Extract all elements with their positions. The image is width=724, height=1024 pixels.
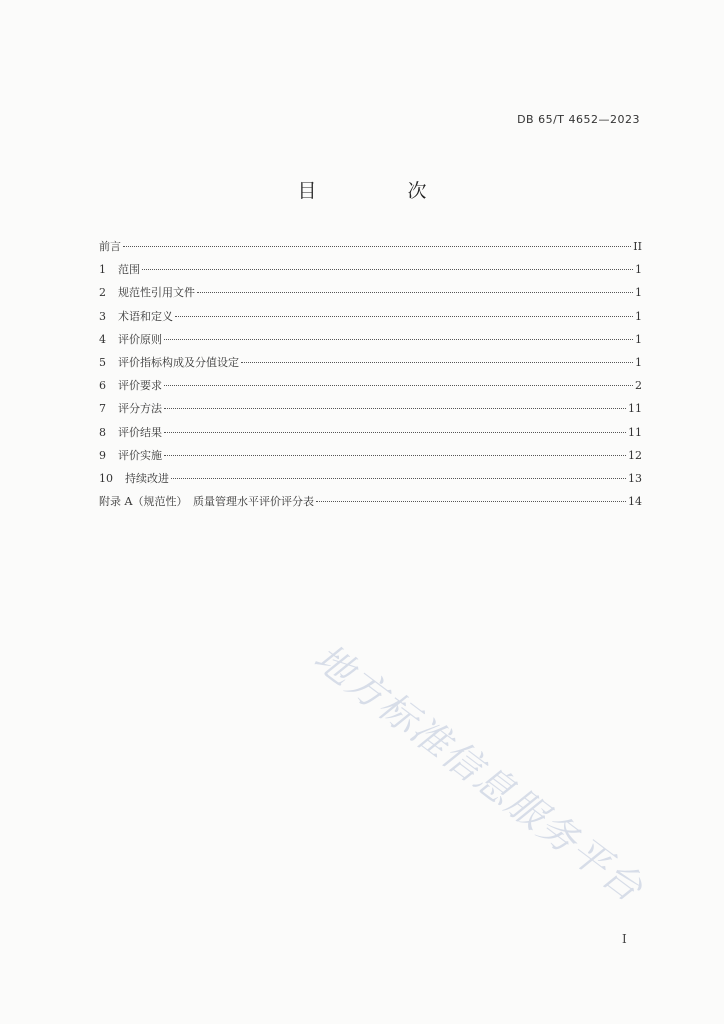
toc-leader bbox=[123, 246, 631, 247]
toc-number: 1 bbox=[99, 263, 106, 277]
toc-entry-3[interactable] bbox=[99, 308, 642, 331]
toc-label: 评价实施 bbox=[118, 448, 162, 462]
table-of-contents bbox=[99, 238, 642, 516]
toc-page: 1 bbox=[635, 355, 642, 369]
toc-page: 13 bbox=[628, 471, 642, 485]
toc-leader bbox=[164, 339, 633, 340]
toc-label: 术语和定义 bbox=[118, 309, 173, 323]
toc-entry-1[interactable] bbox=[99, 261, 642, 284]
toc-label: 前言 bbox=[99, 240, 121, 253]
toc-entry-10[interactable] bbox=[99, 470, 642, 493]
toc-number: 2 bbox=[99, 286, 106, 300]
toc-page: 1 bbox=[635, 263, 642, 277]
toc-entry-foreword[interactable] bbox=[99, 238, 642, 261]
toc-entry-5[interactable] bbox=[99, 354, 642, 377]
toc-label: 范围 bbox=[118, 263, 140, 277]
toc-page: 11 bbox=[628, 402, 642, 416]
toc-label: 附录 A（规范性） 质量管理水平评价评分表 bbox=[99, 495, 314, 509]
toc-entry-2[interactable] bbox=[99, 284, 642, 307]
toc-leader bbox=[164, 385, 633, 386]
toc-number: 7 bbox=[99, 402, 106, 416]
toc-page: 1 bbox=[635, 332, 642, 346]
toc-leader bbox=[175, 316, 633, 317]
toc-leader bbox=[164, 432, 626, 433]
standard-code: DB 65/T 4652—2023 bbox=[517, 113, 640, 126]
toc-leader bbox=[164, 455, 626, 456]
toc-entry-9[interactable] bbox=[99, 447, 642, 470]
toc-page: 11 bbox=[628, 425, 642, 439]
toc-leader bbox=[164, 408, 626, 409]
toc-entry-6[interactable] bbox=[99, 377, 642, 400]
toc-label: 评价结果 bbox=[118, 425, 162, 439]
toc-label: 评价原则 bbox=[118, 332, 162, 346]
toc-label: 持续改进 bbox=[125, 471, 169, 485]
toc-label: 规范性引用文件 bbox=[118, 286, 195, 300]
toc-label: 评价要求 bbox=[118, 379, 162, 393]
toc-entry-7[interactable] bbox=[99, 400, 642, 423]
toc-page: 2 bbox=[635, 379, 642, 393]
toc-label: 评价指标构成及分值设定 bbox=[118, 355, 239, 369]
toc-entry-4[interactable] bbox=[99, 331, 642, 354]
toc-leader bbox=[316, 501, 626, 502]
page-number: I bbox=[622, 932, 627, 946]
watermark: 地方标准信息服务平台 bbox=[306, 635, 653, 912]
toc-leader bbox=[197, 292, 633, 293]
toc-entry-8[interactable] bbox=[99, 424, 642, 447]
toc-number: 9 bbox=[99, 448, 106, 462]
toc-number: 10 bbox=[99, 471, 113, 485]
toc-title: 目 次 bbox=[297, 180, 463, 202]
toc-number: 6 bbox=[99, 379, 106, 393]
toc-number: 8 bbox=[99, 425, 106, 439]
toc-number: 4 bbox=[99, 332, 106, 346]
toc-entry-annex-a[interactable] bbox=[99, 493, 642, 516]
toc-label: 评分方法 bbox=[118, 402, 162, 416]
toc-leader bbox=[171, 478, 626, 479]
toc-leader bbox=[241, 362, 633, 363]
toc-page: 1 bbox=[635, 286, 642, 300]
toc-number: 5 bbox=[99, 355, 106, 369]
toc-leader bbox=[142, 269, 633, 270]
toc-page: II bbox=[633, 240, 642, 253]
toc-page: 14 bbox=[628, 495, 642, 509]
toc-page: 1 bbox=[635, 309, 642, 323]
toc-number: 3 bbox=[99, 309, 106, 323]
toc-page: 12 bbox=[628, 448, 642, 462]
